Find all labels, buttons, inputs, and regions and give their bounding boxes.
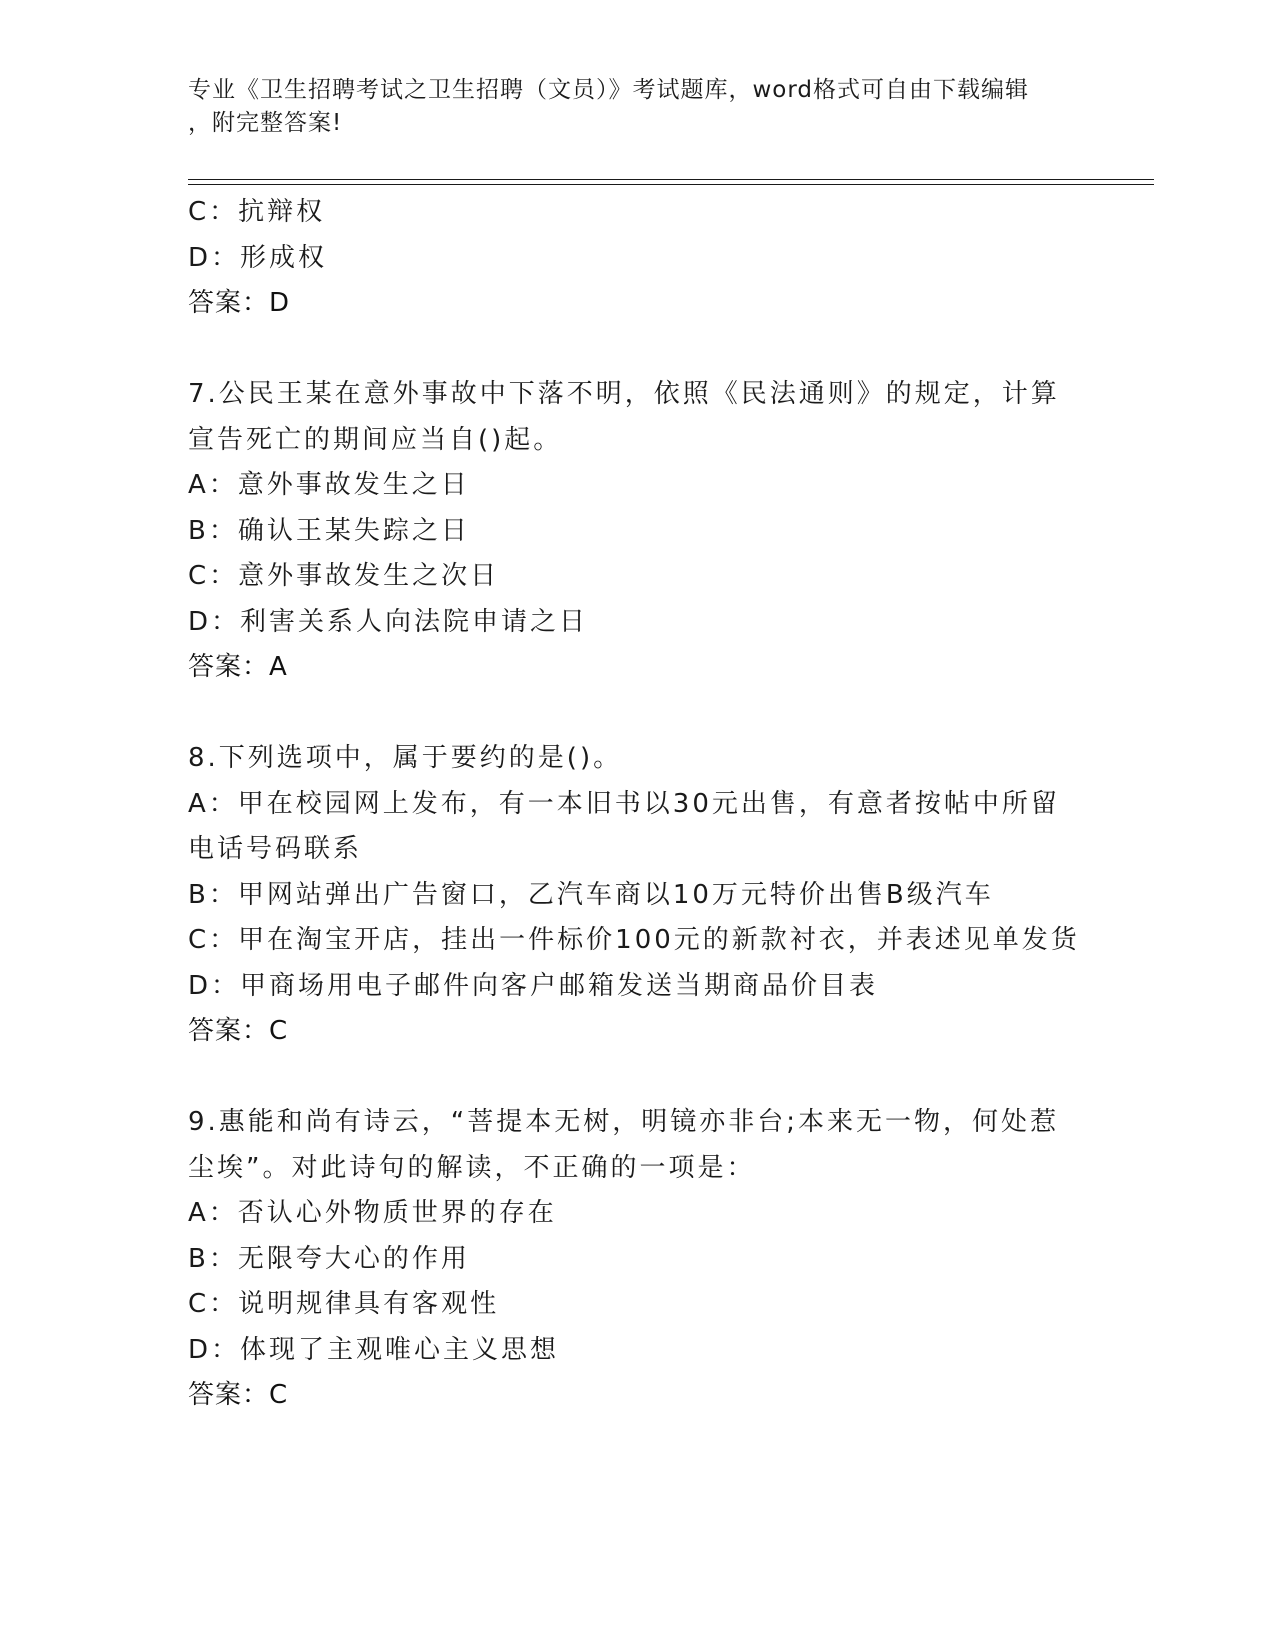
answer-line: 答案：D (188, 288, 291, 318)
question-8 (188, 736, 1088, 1055)
question-list (188, 190, 1088, 1419)
question-stem-line: 宣告死亡的期间应当自()起。 (188, 424, 563, 455)
question-7 (188, 372, 1088, 691)
question-9 (188, 1100, 1088, 1419)
option-d: D：体现了主观唯心主义思想 (188, 1334, 560, 1365)
question-stem-line: 尘埃”。对此诗句的解读，不正确的一项是： (188, 1152, 756, 1183)
question-stem-line: 9.惠能和尚有诗云，“菩提本无树，明镜亦非台;本来无一物，何处惹 (188, 1107, 1060, 1137)
header-divider-top (188, 179, 1154, 180)
spacer (188, 1055, 1088, 1101)
option-d: D：利害关系人向法院申请之日 (188, 606, 589, 637)
option-d: D：甲商场用电子邮件向客户邮箱发送当期商品价目表 (188, 970, 879, 1001)
option-c: C：抗辩权 (188, 197, 326, 227)
spacer (188, 327, 1088, 373)
option-a: A：甲在校园网上发布，有一本旧书以30元出售，有意者按帖中所留 (188, 788, 1060, 819)
option-a: A：意外事故发生之日 (188, 470, 470, 500)
option-c: C：意外事故发生之次日 (188, 561, 500, 591)
option-c: C：说明规律具有客观性 (188, 1289, 500, 1319)
header-line-1: 专业《卫生招聘考试之卫生招聘（文员）》考试题库，word格式可自由下载编辑 (188, 77, 1030, 103)
question-stem-line: 7.公民王某在意外事故中下落不明，依照《民法通则》的规定，计算 (188, 379, 1060, 409)
question-stem-line: 8.下列选项中，属于要约的是()。 (188, 743, 623, 773)
option-b: B：无限夸大心的作用 (188, 1243, 470, 1274)
answer-line: 答案：C (188, 1016, 289, 1046)
option-b: B：甲网站弹出广告窗口，乙汽车商以10万元特价出售B级汽车 (188, 879, 994, 910)
header-line-2: ，附完整答案! (188, 110, 343, 136)
document-header (188, 74, 1068, 140)
question-6-continued (188, 190, 1088, 327)
answer-line: 答案：C (188, 1380, 289, 1410)
option-b: B：确认王某失踪之日 (188, 515, 470, 546)
header-divider-bottom (188, 184, 1154, 185)
spacer (188, 691, 1088, 737)
option-a-continuation: 电话号码联系 (188, 834, 363, 864)
option-c: C：甲在淘宝开店，挂出一件标价100元的新款衬衣，并表述见单发货 (188, 925, 1080, 955)
answer-line: 答案：A (188, 652, 288, 682)
option-a: A：否认心外物质世界的存在 (188, 1198, 557, 1228)
option-d: D：形成权 (188, 242, 328, 273)
